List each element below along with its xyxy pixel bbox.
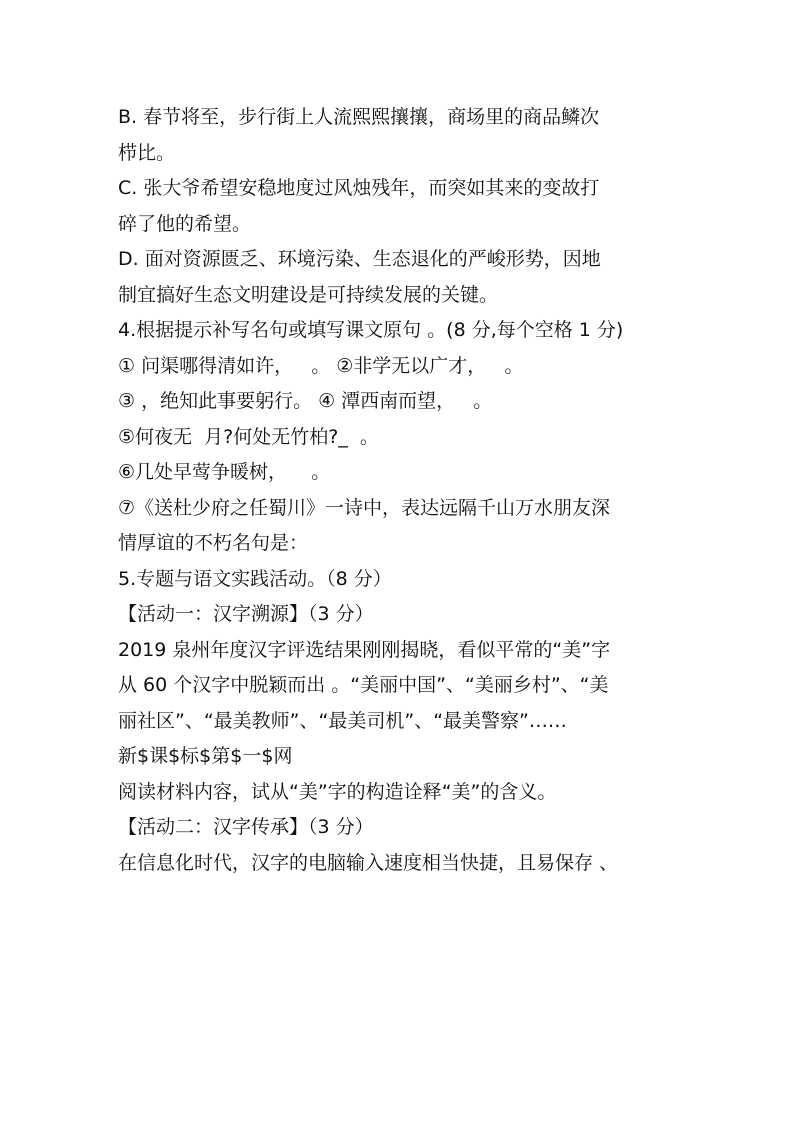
question-4-items-1-2: ① 问渠哪得清如许， 。 ②非学无以广才， 。	[118, 354, 524, 377]
activity-1-paragraph-line-2: 从 60 个汉字中脱颖而出 。“美丽中国”、“美丽乡村”、“美	[118, 674, 609, 696]
option-d-line-1: D. 面对资源匮乏、环境污染、生态退化的严峻形势，因地	[118, 248, 601, 270]
question-4-heading: 4.根据提示补写名句或填写课文原句 。(8 分,每个空格 1 分)	[118, 319, 624, 341]
option-b-line-1: B. 春节将至，步行街上人流熙熙攘攘，商场里的商品鳞次	[118, 106, 600, 128]
question-4-item-5: ⑤何夜无 月?何处无竹柏?_ 。	[118, 425, 379, 448]
activity-1-heading: 【活动一：汉字溯源】（3 分）	[118, 603, 374, 625]
question-4-items-3-4: ③ ，绝知此事要躬行。 ④ 潭西南而望， 。	[118, 390, 493, 412]
option-b-line-2: 栉比。	[118, 141, 176, 164]
activity-1-paragraph-line-1: 2019 泉州年度汉字评选结果刚刚揭晓，看似平常的“美”字	[118, 638, 611, 661]
activity-2-heading: 【活动二：汉字传承】（3 分）	[118, 816, 374, 838]
activity-1-paragraph-line-3: 丽社区”、“最美教师”、“最美司机”、“最美警察”……	[118, 709, 567, 732]
document-body	[118, 100, 678, 881]
question-4-item-6: ⑥几处早莺争暖树， 。	[118, 461, 331, 483]
question-4-item-7-line-1: ⑦《送杜少府之任蜀川》一诗中，表达远隔千山万水朋友深	[118, 496, 611, 519]
option-c-line-2: 碎了他的希望。	[118, 212, 252, 235]
watermark-text: 新$课$标$第$一$网	[118, 745, 293, 767]
option-c-line-1: C. 张大爷希望安稳地度过风烛残年，而突如其来的变故打	[118, 177, 600, 199]
question-5-heading: 5.专题与语文实践活动。（8 分）	[118, 567, 392, 590]
option-d-line-2: 制宜搞好生态文明建设是可持续发展的关键。	[118, 283, 499, 306]
activity-1-task: 阅读材料内容，试从“美”字的构造诠释“美”的含义。	[118, 780, 557, 803]
activity-2-paragraph-line-1: 在信息化时代，汉字的电脑输入速度相当快捷，且易保存 、	[118, 851, 619, 874]
question-4-item-7-line-2: 情厚谊的不朽名句是：	[118, 532, 309, 554]
